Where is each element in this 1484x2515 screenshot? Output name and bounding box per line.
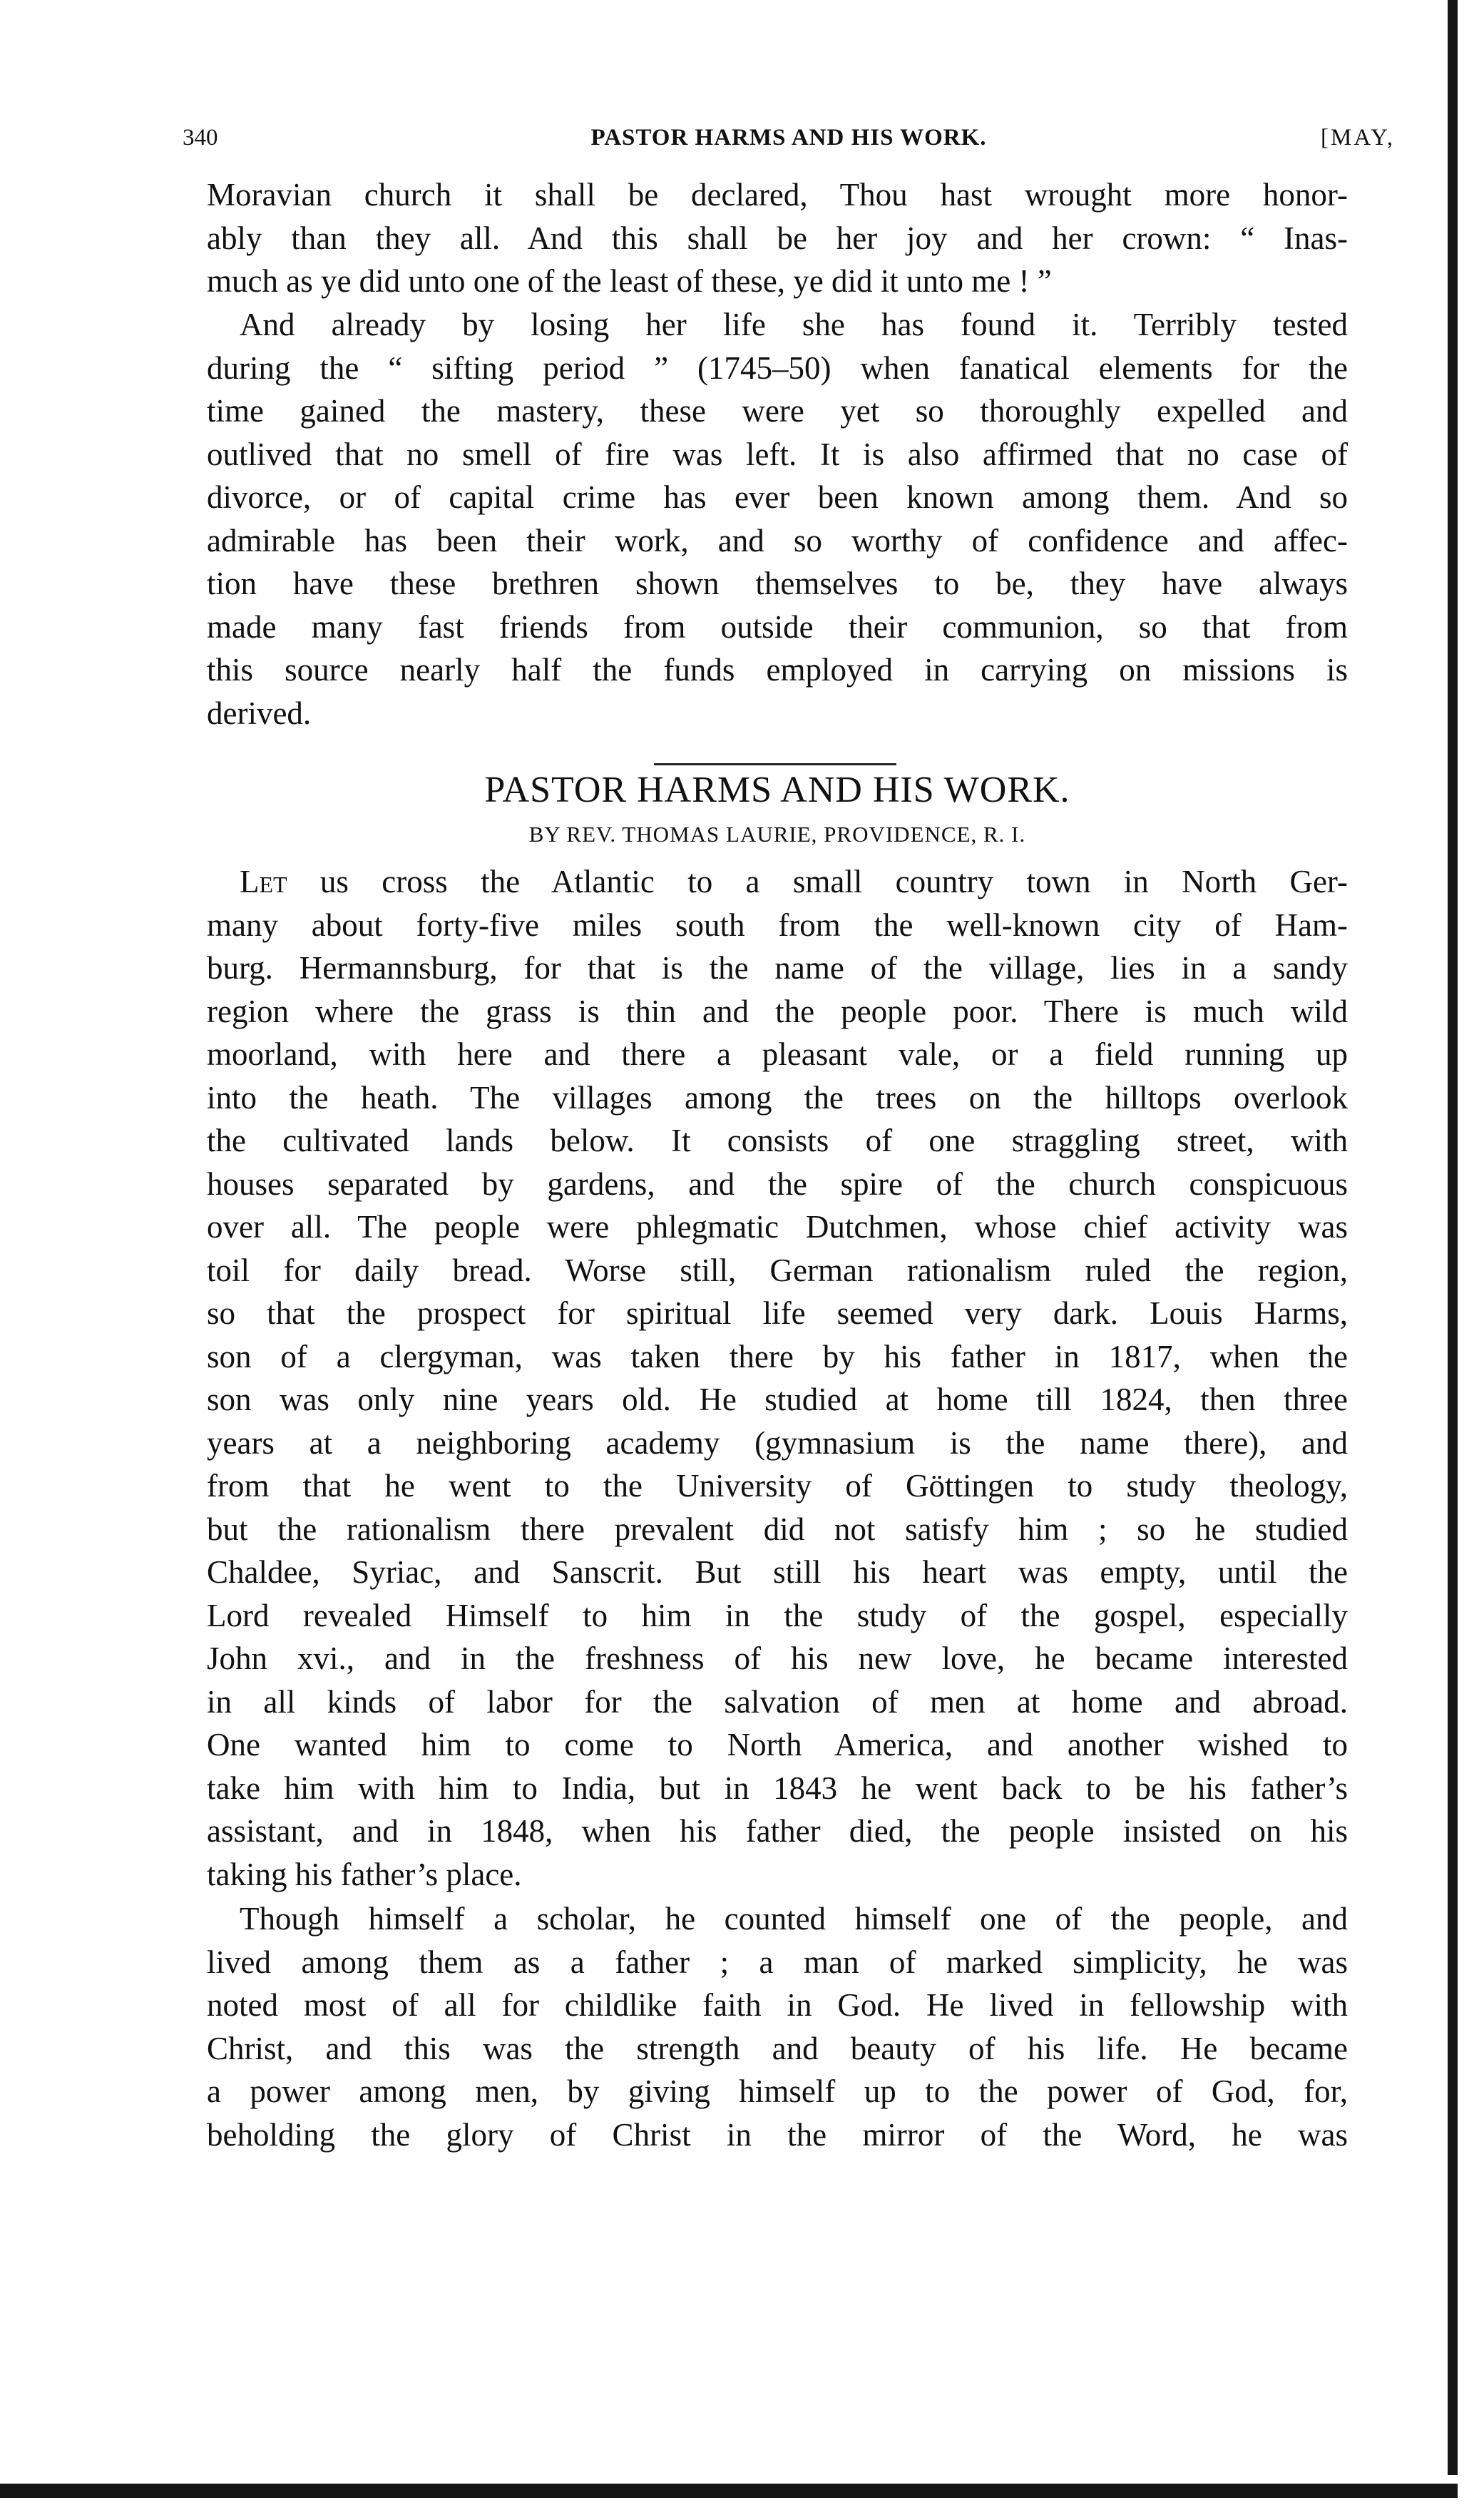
page-edge-bottom-rule (0, 2484, 1458, 2498)
text-line: lived among them as a father ; a man of marked simplicity, he was (207, 1944, 1348, 1980)
text-line: ably than they all. And this shall be her joy and her crown: “ Inas- (207, 220, 1348, 256)
text-line: Christ, and this was the strength and beauty of his life. He became (207, 2030, 1348, 2066)
text-line: from that he went to the University of Göttingen to study theology, (207, 1468, 1348, 1504)
text-line: Moravian church it shall be declared, Thou hast wrought more honor- (207, 177, 1348, 213)
text-line: outlived that no smell of fire was left. It is also affirmed that no case of (207, 436, 1348, 472)
drop-word: Let (240, 864, 287, 899)
text-line: burg. Hermannsburg, for that is the name of the village, lies in a sandy (207, 950, 1348, 986)
text-line: admirable has been their work, and so worthy of confidence and affec- (207, 522, 1348, 558)
page-edge-right-rule (1448, 0, 1458, 2475)
text-line: moorland, with here and there a pleasant vale, or a field running up (207, 1036, 1348, 1072)
article-paragraph-1 (207, 860, 1348, 1896)
text-line: so that the prospect for spiritual life seemed very dark. Louis Harms, (207, 1295, 1348, 1331)
moravian-paragraph (207, 303, 1348, 735)
text-line: years at a neighboring academy (gymnasium is the name there), and (207, 1424, 1348, 1461)
text-line: houses separated by gardens, and the spire of the church conspicuous (207, 1165, 1348, 1202)
continued-paragraph (207, 173, 1348, 303)
text-line: Chaldee, Syriac, and Sanscrit. But still his heart was empty, until the (207, 1554, 1348, 1590)
article-byline: BY REV. THOMAS LAURIE, PROVIDENCE, R. I. (528, 822, 1026, 847)
text-line: noted most of all for childlike faith in God. He lived in fellowship with (207, 1987, 1348, 2023)
text-line: Lord revealed Himself to him in the study of the gospel, especially (207, 1597, 1348, 1633)
text-line: John xvi., and in the freshness of his new love, he became interested (207, 1641, 1348, 1676)
text-line: One wanted him to come to North America, and another wished to (207, 1727, 1348, 1762)
text-line: beholding the glory of Christ in the mirror of the Word, he was (207, 2116, 1348, 2153)
text-line: a power among men, by giving himself up to the power of God, for, (207, 2073, 1348, 2109)
text-line: over all. The people were phlegmatic Dutchmen, whose chief activity was (207, 1209, 1348, 1245)
text-line: take him with him to India, but in 1843 he went back to be his father’s (207, 1770, 1348, 1806)
text-line: son was only nine years old. He studied at home till 1824, then three (207, 1382, 1348, 1417)
text-line: the cultivated lands below. It consists of one straggling street, with (207, 1123, 1348, 1158)
text-line: assistant, and in 1848, when his father died, the people insisted on his (207, 1813, 1348, 1849)
text-line: Though himself a scholar, he counted himself one of the people, and (240, 1901, 1348, 1937)
text-line: time gained the mastery, these were yet so thoroughly expelled and (207, 393, 1348, 429)
text-line: region where the grass is thin and the people poor. There is much wild (207, 993, 1348, 1029)
page-number: 340 (183, 125, 218, 151)
text-line-rest: us cross the Atlantic to a small country town in North Ger- (287, 864, 1348, 899)
running-head-month: [MAY, (1321, 125, 1395, 151)
text-line: many about forty-five miles south from the well-known city of Ham- (207, 907, 1348, 943)
text-line: in all kinds of labor for the salvation of men at home and abroad. (207, 1683, 1348, 1720)
text-line: into the heath. The villages among the trees on the hilltops overlook (207, 1079, 1348, 1116)
running-head-title: PASTOR HARMS AND HIS WORK. (590, 125, 987, 151)
text-line: but the rationalism there prevalent did not satisfy him ; so he studied (207, 1511, 1348, 1547)
text-line: much as ye did unto one of the least of these, ye did it unto me ! ” (207, 263, 1052, 299)
text-line: made many fast friends from outside their communion, so that from (207, 608, 1348, 645)
text-line: taking his father’s place. (207, 1856, 522, 1892)
text-line: divorce, or of capital crime has ever been known among them. And so (207, 479, 1348, 515)
text-line: And already by losing her life she has found it. Terribly tested (240, 307, 1348, 342)
text-line (207, 860, 1348, 904)
text-line: toil for daily bread. Worse still, German rationalism ruled the region, (207, 1252, 1348, 1288)
text-line: son of a clergyman, was taken there by his father in 1817, when the (207, 1338, 1348, 1374)
article-title: PASTOR HARMS AND HIS WORK. (484, 770, 1070, 810)
running-head (183, 120, 1395, 155)
text-line: derived. (207, 695, 312, 731)
text-line: during the “ sifting period ” (1745–50) when fanatical elements for the (207, 350, 1348, 386)
article-paragraph-2 (207, 1897, 1348, 2156)
text-line: this source nearly half the funds employed in carrying on missions is (207, 652, 1348, 688)
text-line: tion have these brethren shown themselves to be, they have always (207, 566, 1348, 601)
